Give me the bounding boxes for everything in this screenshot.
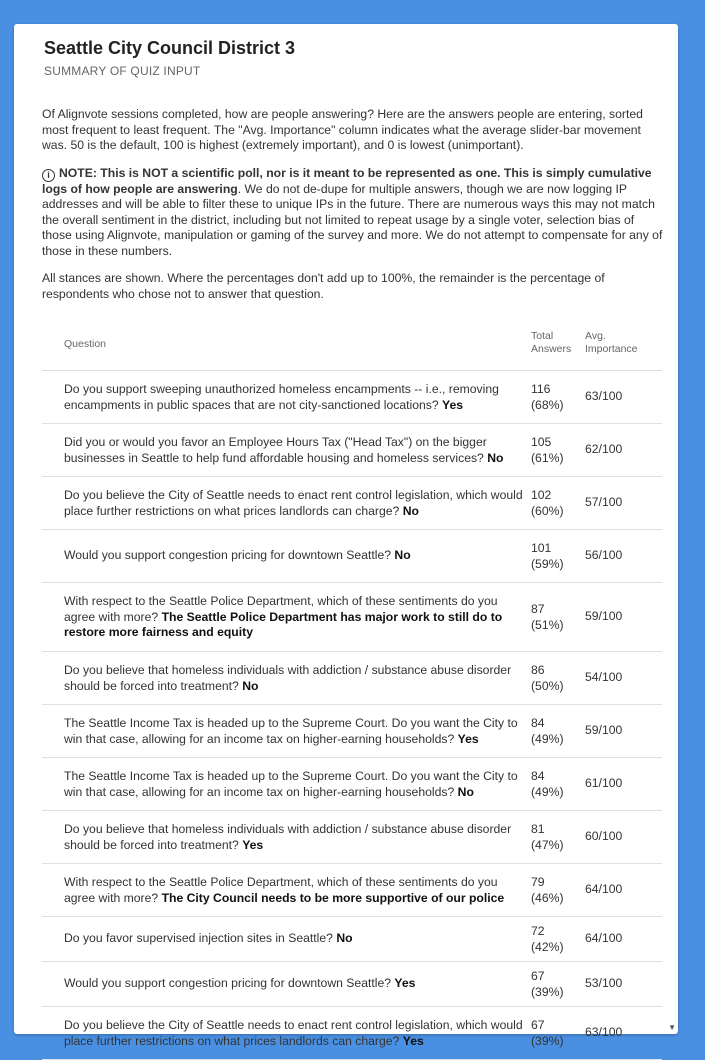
question-cell [64, 1018, 526, 1049]
question-text: Do you support sweeping unauthorized homeless encampments -- i.e., removing encampments in public spaces that are not city-sanctioned locations? [64, 382, 499, 412]
total-answers-cell: 102 (60%) [531, 488, 564, 518]
answer-text: Yes [402, 1033, 424, 1048]
avg-importance-cell: 60/100 [585, 829, 623, 843]
table-row [42, 371, 662, 424]
note-paragraph [42, 166, 666, 260]
table-row [42, 962, 662, 1007]
avg-importance-cell: 64/100 [585, 882, 623, 896]
table-row [42, 530, 662, 583]
question-cell [64, 875, 526, 906]
total-answers-cell: 84 (49%) [531, 716, 564, 746]
avg-importance-cell: 54/100 [585, 670, 623, 684]
table-row [42, 705, 662, 758]
table-row [42, 811, 662, 864]
header-total: Total Answers [531, 330, 572, 355]
total-answers-cell: 116 (68%) [531, 382, 564, 412]
question-text: Would you support congestion pricing for downtown Seattle? [64, 548, 392, 562]
avg-importance-cell: 63/100 [585, 1025, 623, 1039]
question-text: Do you believe the City of Seattle needs to enact rent control legislation, which would place further restrictions on what prices landlords can charge? [64, 488, 523, 518]
avg-importance-cell: 63/100 [585, 389, 623, 403]
question-cell [64, 931, 526, 947]
question-text: Do you believe the City of Seattle needs to enact rent control legislation, which would place further restrictions on what prices landlords can charge? [64, 1018, 523, 1048]
total-answers-cell: 67 (39%) [531, 1018, 564, 1048]
answer-text: No [457, 784, 474, 799]
answers-table [42, 322, 662, 1060]
avg-importance-cell: 61/100 [585, 776, 623, 790]
avg-importance-cell: 62/100 [585, 442, 623, 456]
table-row [42, 1007, 662, 1060]
answer-text: No [394, 548, 411, 562]
avg-importance-cell: 53/100 [585, 976, 623, 990]
table-row [42, 424, 662, 477]
question-text: The Seattle Income Tax is headed up to the Supreme Court. Do you want the City to win that case, allowing for an income tax on higher-earning households? [64, 716, 518, 746]
total-answers-cell: 84 (49%) [531, 769, 564, 799]
question-cell [64, 663, 526, 694]
answer-text: Yes [242, 837, 264, 852]
table-row [42, 477, 662, 530]
total-answers-cell: 81 (47%) [531, 822, 564, 852]
total-answers-cell: 72 (42%) [531, 924, 564, 954]
table-body [42, 371, 662, 1060]
question-cell [64, 488, 526, 519]
info-icon: i [42, 169, 55, 182]
question-cell [64, 548, 526, 564]
answer-text: The Seattle Police Department has major work to still do to restore more fairness and equity [64, 609, 503, 639]
avg-importance-cell: 57/100 [585, 495, 623, 509]
question-text: Would you support congestion pricing for downtown Seattle? [64, 976, 392, 990]
question-text: The Seattle Income Tax is headed up to the Supreme Court. Do you want the City to win that case, allowing for an income tax on higher-earning households? [64, 769, 518, 799]
scroll-down-icon[interactable]: ▼ [668, 1023, 676, 1032]
answer-text: No [487, 450, 504, 465]
question-text: With respect to the Seattle Police Department, which of these sentiments do you agree with more? [64, 875, 498, 905]
header-importance: Avg. Importance [585, 330, 638, 355]
question-cell [64, 976, 526, 992]
avg-importance-cell: 56/100 [585, 548, 623, 562]
stances-paragraph: All stances are shown. Where the percentages don't add up to 100%, the remainder is the percentage of respondents who chose not to answer that question. [42, 271, 605, 301]
table-row [42, 864, 662, 917]
answer-text: No [402, 503, 419, 518]
answer-text: The City Council needs to be more supportive of our police [161, 890, 505, 905]
question-text: Did you or would you favor an Employee Hours Tax ("Head Tax") on the bigger businesses in Seattle to help fund affordable housing and homeless services? [64, 435, 487, 465]
question-cell [64, 822, 526, 853]
table-row [42, 652, 662, 705]
question-cell [64, 716, 526, 747]
header-question: Question [64, 338, 107, 350]
page-subtitle: SUMMARY OF QUIZ INPUT [44, 64, 201, 78]
table-row [42, 758, 662, 811]
avg-importance-cell: 59/100 [585, 723, 623, 737]
note-bold: NOTE: This is NOT a scientific poll, nor is it meant to be represented as one. This is simply cumulative logs of how people are answering [42, 165, 652, 196]
total-answers-cell: 105 (61%) [531, 435, 564, 465]
answer-text: Yes [394, 976, 416, 990]
question-cell [64, 435, 526, 466]
total-answers-cell: 101 (59%) [531, 541, 564, 571]
total-answers-cell: 67 (39%) [531, 969, 564, 999]
table-row [42, 917, 662, 962]
answer-text: Yes [457, 731, 479, 746]
question-text: With respect to the Seattle Police Department, which of these sentiments do you agree with more? [64, 594, 498, 624]
intro-text [42, 107, 666, 314]
question-cell [64, 382, 526, 413]
total-answers-cell: 79 (46%) [531, 875, 564, 905]
answer-text: No [242, 678, 259, 693]
avg-importance-cell: 64/100 [585, 931, 623, 945]
question-cell [64, 594, 526, 641]
question-text: Do you favor supervised injection sites in Seattle? [64, 931, 333, 945]
table-row [42, 583, 662, 652]
answer-text: Yes [442, 397, 464, 412]
question-cell [64, 769, 526, 800]
summary-card [14, 24, 678, 1048]
answer-text: No [336, 931, 353, 945]
page-title: Seattle City Council District 3 [44, 38, 296, 58]
table-header [42, 322, 662, 371]
question-text: Do you believe that homeless individuals with addiction / substance abuse disorder should be forced into treatment? [64, 663, 512, 693]
total-answers-cell: 86 (50%) [531, 663, 564, 693]
total-answers-cell: 87 (51%) [531, 602, 564, 632]
question-text: Do you believe that homeless individuals with addiction / substance abuse disorder should be forced into treatment? [64, 822, 512, 852]
avg-importance-cell: 59/100 [585, 609, 623, 623]
intro-paragraph: Of Alignvote sessions completed, how are people answering? Here are the answers people are entering, sorted most frequent to least frequent. The "Avg. Importance" column indicates what the average slider-bar movement was. 50 is the default, 100 is highest (extremely important), and 0 is lowest (unimportant). [42, 107, 643, 152]
note-rest: . We do not de-dupe for multiple answers, though we are now logging IP addresses and will be able to filter these to unique IPs in the future. There are numerous ways this may not match the overall sentiment in the district, including but not limited to repeat usage by a single voter, selection bias of those using Alignvote, manipulation or gaming of the survey and more. We do not attempt to compensate for any of those in these numbers. [42, 181, 663, 258]
